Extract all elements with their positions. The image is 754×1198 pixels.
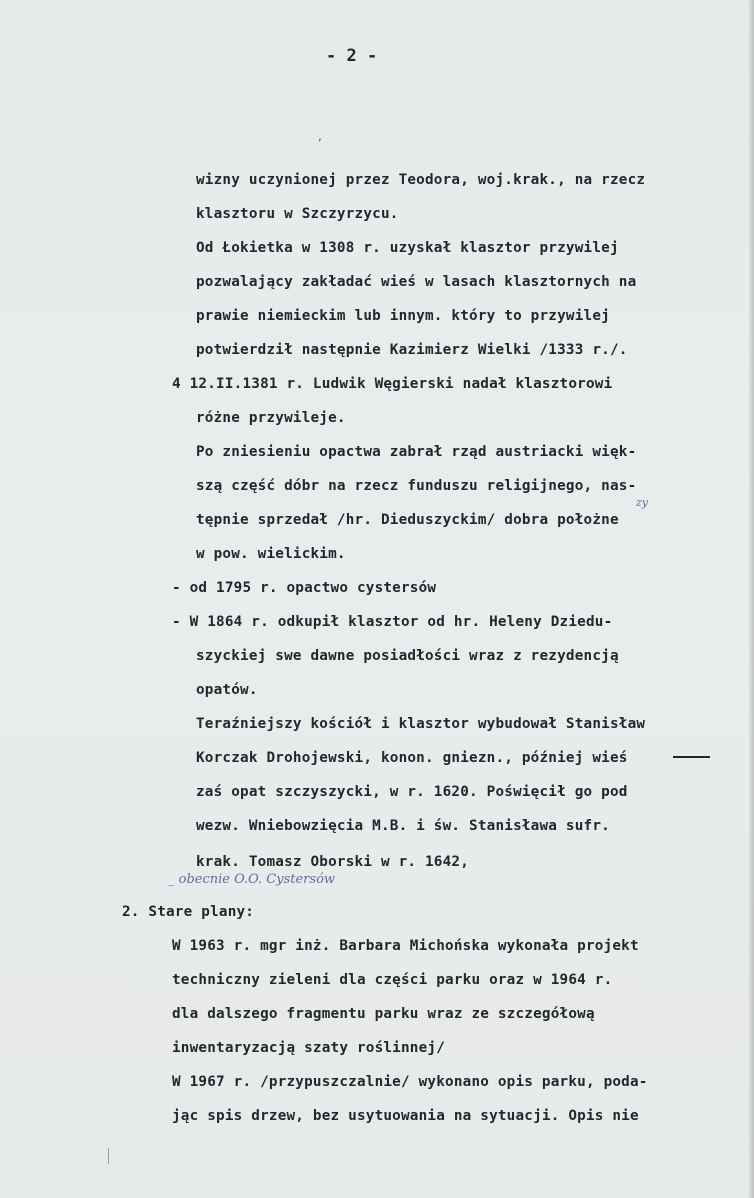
text-line: W 1967 r. /przypuszczalnie/ wykonano opis parku, poda- <box>172 1074 648 1090</box>
text-line: techniczny zieleni dla części parku oraz w 1964 r. <box>172 972 613 988</box>
text-line: Od Łokietka w 1308 r. uzyskał klasztor przywilej <box>196 240 619 256</box>
text-line: Po zniesieniu opactwa zabrał rząd austriacki więk- <box>196 444 637 460</box>
page-number: - 2 - <box>326 46 378 66</box>
strikethrough-mark <box>673 756 710 758</box>
text-line: wizny uczynionej przez Teodora, woj.krak., na rzecz <box>196 172 646 188</box>
text-line: Teraźniejszy kościół i klasztor wybudował Stanisław <box>196 716 646 732</box>
text-line: opatów. <box>196 682 258 698</box>
handwritten-correction: zy <box>636 496 649 509</box>
tick-mark: , <box>317 132 324 143</box>
text-line: Korczak Drohojewski, konon. gniezn., później wieś <box>196 750 628 766</box>
text-line: jąc spis drzew, bez usytuowania na sytuacji. Opis nie <box>172 1108 639 1124</box>
text-line: W 1963 r. mgr inż. Barbara Michońska wykonała projekt <box>172 938 639 954</box>
margin-mark <box>108 1148 109 1164</box>
text-line: pozwalający zakładać wieś w lasach klasztornych na <box>196 274 637 290</box>
text-line: potwierdził następnie Kazimierz Wielki /1333 r./. <box>196 342 628 358</box>
text-line: tępnie sprzedał /hr. Dieduszyckim/ dobra położne <box>196 512 619 528</box>
text-line: klasztoru w Szczyrzycu. <box>196 206 399 222</box>
text-line: inwentaryzacją szaty roślinnej/ <box>172 1040 446 1056</box>
text-line: - od 1795 r. opactwo cystersów <box>172 580 437 596</box>
text-line: szyckiej swe dawne posiadłości wraz z rezydencją <box>196 648 619 664</box>
text-line: prawie niemieckim lub innym. który to przywilej <box>196 308 610 324</box>
text-line: 4 12.II.1381 r. Ludwik Węgierski nadał klasztorowi <box>172 376 613 392</box>
text-line: różne przywileje. <box>196 410 346 426</box>
section-heading: 2. Stare plany: <box>122 904 255 920</box>
text-line: w pow. wielickim. <box>196 546 346 562</box>
text-line: dla dalszego fragmentu parku wraz ze szczegółową <box>172 1006 595 1022</box>
page-edge-shadow <box>748 0 754 1198</box>
handwritten-note: _ obecnie O.O. Cystersów <box>168 872 336 887</box>
text-line: wezw. Wniebowzięcia M.B. i św. Stanisława sufr. <box>196 818 610 834</box>
text-line: - W 1864 r. odkupił klasztor od hr. Heleny Dziedu- <box>172 614 613 630</box>
text-line: krak. Tomasz Oborski w r. 1642, <box>196 854 470 870</box>
text-line: zaś opat szczyszycki, w r. 1620. Poświęcił go pod <box>196 784 628 800</box>
text-line: szą część dóbr na rzecz funduszu religijnego, nas- <box>196 478 637 494</box>
